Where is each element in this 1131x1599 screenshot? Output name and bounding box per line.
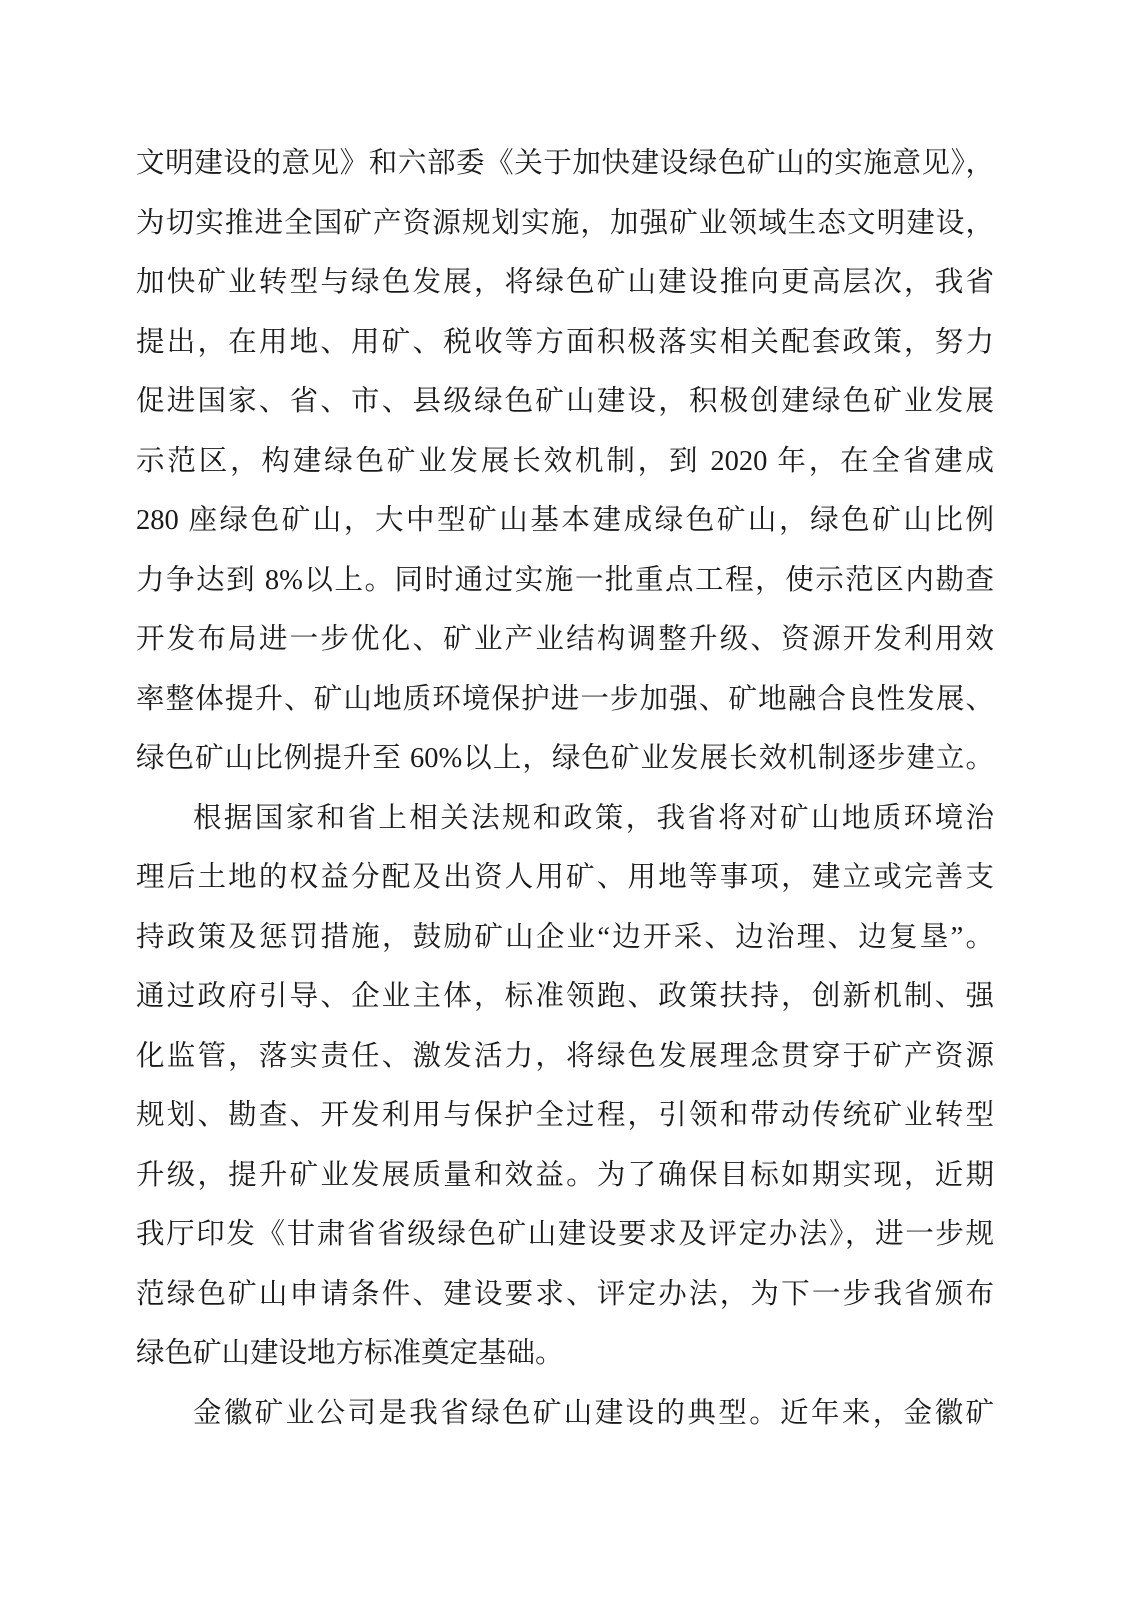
text-line: 范绿色矿山申请条件、建设要求、评定办法，为下一步我省颁布 (136, 1278, 994, 1310)
paragraph (136, 134, 994, 789)
text-block (136, 134, 994, 1443)
text-line: 促进国家、省、市、县级绿色矿山建设，积极创建绿色矿业发展 (136, 386, 994, 417)
text-line: 提出，在用地、用矿、税收等方面积极落实相关配套政策，努力 (136, 326, 994, 358)
text-line: 力争达到 8%以上。同时通过实施一批重点工程，使示范区内勘查 (136, 564, 994, 596)
text-line: 理后土地的权益分配及出资人用矿、用地等事项，建立或完善支 (136, 862, 994, 893)
text-line: 规划、勘查、开发利用与保护全过程，引领和带动传统矿业转型 (136, 1100, 994, 1131)
text-line: 开发布局进一步优化、矿业产业结构调整升级、资源开发利用效 (136, 624, 994, 655)
text-line: 金徽矿业公司是我省绿色矿山建设的典型。近年来，金徽矿 (193, 1397, 994, 1429)
paragraph (136, 789, 994, 1384)
text-line: 绿色矿山比例提升至 60%以上，绿色矿业发展长效机制逐步建立。 (136, 743, 994, 774)
text-line: 加快矿业转型与绿色发展，将绿色矿山建设推向更高层次，我省 (136, 267, 994, 298)
text-line: 化监管，落实责任、激发活力，将绿色发展理念贯穿于矿产资源 (136, 1040, 994, 1072)
text-line: 通过政府引导、企业主体，标准领跑、政策扶持，创新机制、强 (136, 981, 994, 1012)
text-line: 升级，提升矿业发展质量和效益。为了确保目标如期实现，近期 (136, 1159, 994, 1191)
text-line: 持政策及惩罚措施，鼓励矿山企业“边开采、边治理、边复垦”。 (136, 921, 994, 953)
text-line: 280 座绿色矿山，大中型矿山基本建成绿色矿山，绿色矿山比例 (136, 505, 994, 536)
text-line: 示范区，构建绿色矿业发展长效机制，到 2020 年，在全省建成 (136, 445, 994, 477)
text-line: 为切实推进全国矿产资源规划实施，加强矿业领域生态文明建设， (136, 207, 994, 239)
text-line: 率整体提升、矿山地质环境保护进一步加强、矿地融合良性发展、 (136, 683, 994, 715)
text-line: 绿色矿山建设地方标准奠定基础。 (136, 1338, 564, 1369)
text-line: 文明建设的意见》和六部委《关于加快建设绿色矿山的实施意见》， (136, 148, 994, 179)
text-line: 根据国家和省上相关法规和政策，我省将对矿山地质环境治 (193, 802, 994, 834)
paragraph (136, 1384, 994, 1444)
text-line: 我厅印发《甘肃省省级绿色矿山建设要求及评定办法》，进一步规 (136, 1219, 994, 1250)
